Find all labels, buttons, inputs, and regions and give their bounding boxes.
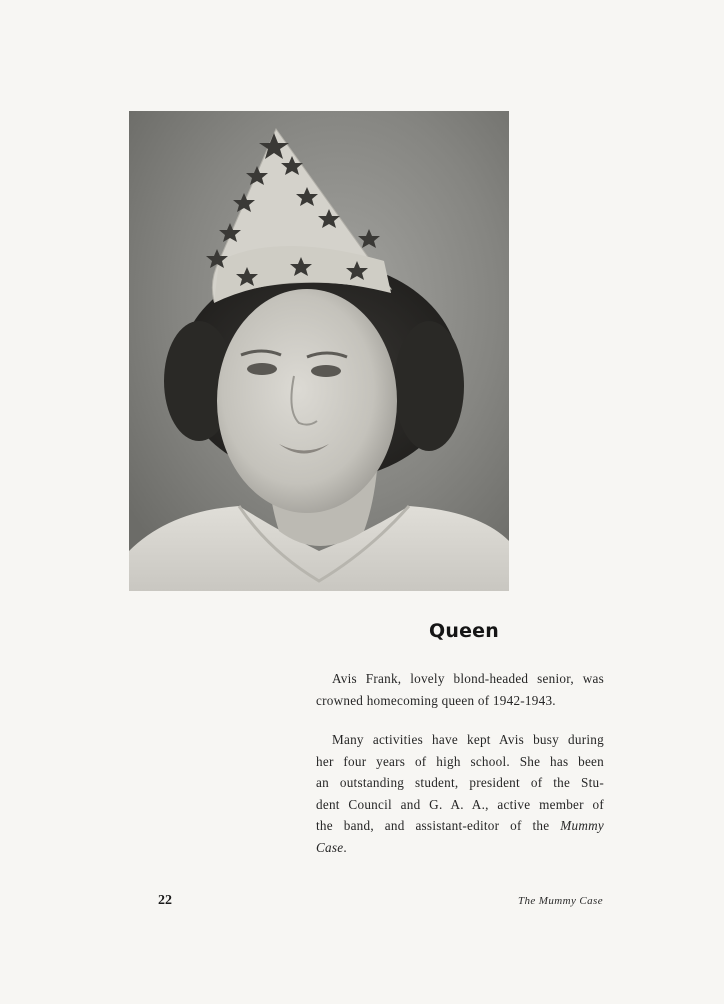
text-line: Many activities have kept Avis busy during	[332, 732, 604, 747]
text-line: Avis Frank, lovely blond-headed senior, was	[332, 671, 604, 686]
text-line: dent Council and G. A. A., active member of	[316, 796, 604, 812]
publication-title: The Mummy Case	[517, 895, 603, 907]
queen-portrait-photo	[129, 111, 509, 591]
portrait-illustration	[129, 111, 509, 591]
paragraph-activities	[316, 729, 604, 858]
text-line	[316, 837, 604, 859]
publication-name-italic: Case	[316, 839, 344, 855]
text-line	[316, 815, 604, 837]
text-line: an outstanding student, president of the Stu-	[316, 775, 604, 790]
page-number: 22	[158, 893, 172, 908]
text-segment: .	[343, 839, 347, 855]
paragraph-homecoming	[316, 668, 604, 711]
publication-name-italic: Mummy	[560, 818, 604, 833]
page-heading: Queen	[429, 620, 499, 642]
text-segment: the band, and assistant-editor of the	[316, 818, 550, 833]
text-line: her four years of high school. She has been	[316, 753, 604, 769]
text-line: crowned homecoming queen of 1942-1943.	[316, 692, 556, 708]
